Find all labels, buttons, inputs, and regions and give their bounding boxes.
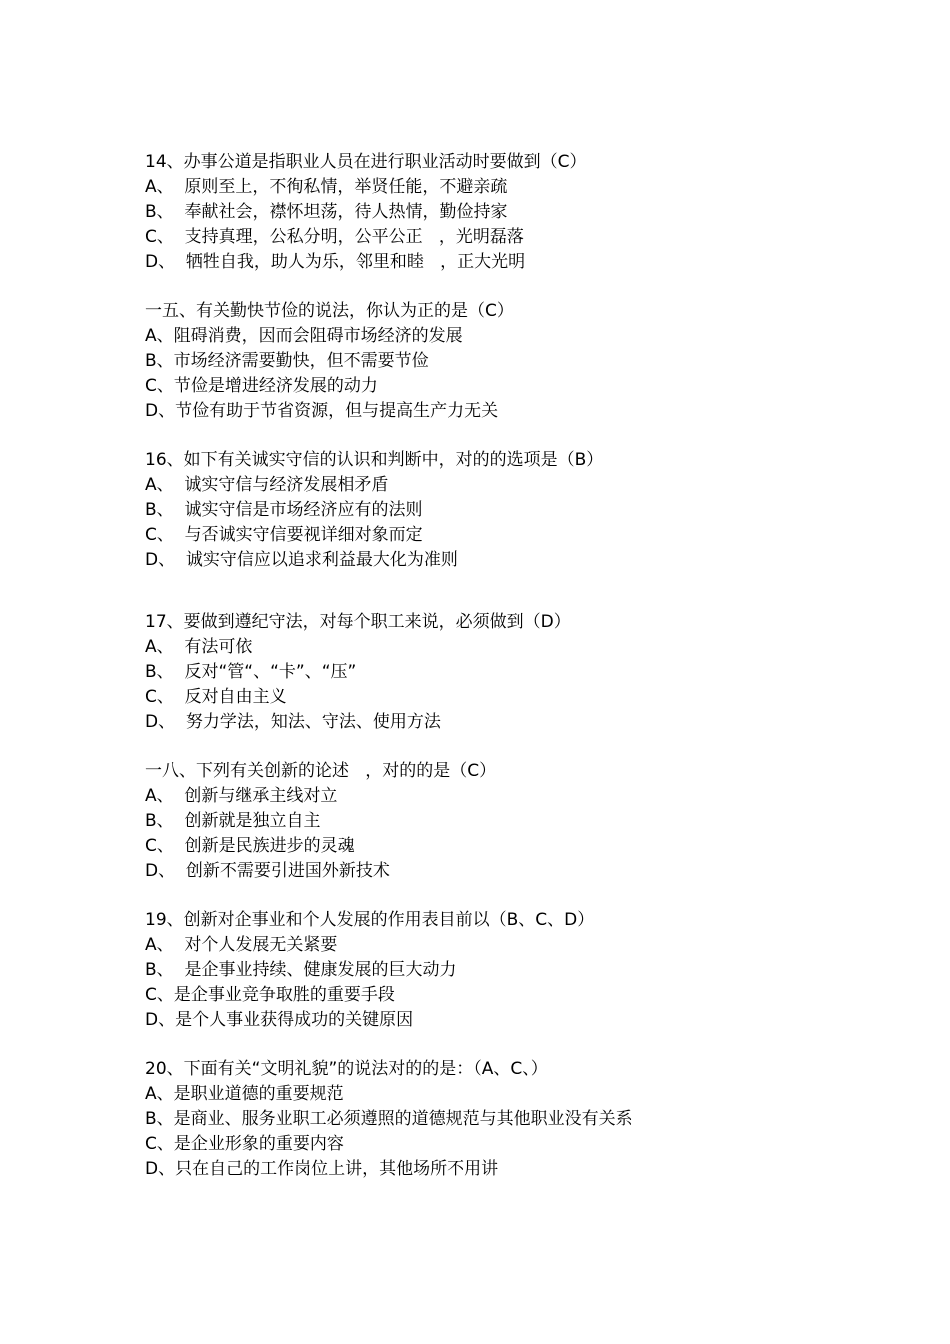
option-c: C、 与否诚实守信要视详细对象而定 [145,525,423,545]
option-d: D、节俭有助于节省资源，但与提高生产力无关 [145,401,499,421]
option-a: A、 有法可依 [145,637,253,657]
question-stem: 17、要做到遵纪守法，对每个职工来说，必须做到（D） [145,612,571,632]
document-body [145,150,905,1182]
question-stem: 14、办事公道是指职业人员在进行职业活动时要做到（C） [145,152,587,172]
question-18 [145,759,905,884]
question-14 [145,150,905,275]
question-20 [145,1057,905,1182]
option-b: B、是商业、服务业职工必须遵照的道德规范与其他职业没有关系 [145,1109,633,1129]
option-c: C、节俭是增进经济发展的动力 [145,376,378,396]
option-d: D、是个人事业获得成功的关键原因 [145,1010,414,1030]
option-c: C、是企业形象的重要内容 [145,1134,344,1154]
option-b: B、 反对“管“、“卡”、“压” [145,662,357,682]
question-stem: 19、创新对企事业和个人发展的作用表目前以（B、C、D） [145,910,595,930]
question-19 [145,908,905,1033]
question-stem: 16、如下有关诚实守信的认识和判断中，对的的选项是（B） [145,450,604,470]
option-a: A、 诚实守信与经济发展相矛盾 [145,475,389,495]
option-d: D、 创新不需要引进国外新技术 [145,861,390,881]
option-c: C、 创新是民族进步的灵魂 [145,836,355,856]
option-c: C、 反对自由主义 [145,687,287,707]
option-d: D、 诚实守信应以追求利益最大化为准则 [145,550,458,570]
question-16 [145,448,905,573]
question-15 [145,299,905,424]
option-a: A、 对个人发展无关紧要 [145,935,338,955]
option-b: B、市场经济需要勤快，但不需要节俭 [145,351,429,371]
question-stem: 20、下面有关“文明礼貌”的说法对的的是：（A、C、） [145,1059,548,1079]
question-stem: 一五、有关勤快节俭的说法，你认为正的是（C） [145,301,514,321]
option-c: C、是企事业竞争取胜的重要手段 [145,985,395,1005]
option-b: B、 诚实守信是市场经济应有的法则 [145,500,423,520]
option-a: A、是职业道德的重要规范 [145,1084,344,1104]
question-17 [145,610,905,735]
option-b: B、 创新就是独立自主 [145,811,321,831]
option-d: D、 努力学法，知法、守法、使用方法 [145,712,441,732]
option-a: A、 原则至上，不徇私情，举贤任能，不避亲疏 [145,177,508,197]
option-a: A、 创新与继承主线对立 [145,786,338,806]
option-d: D、只在自己的工作岗位上讲，其他场所不用讲 [145,1159,499,1179]
option-a: A、阻碍消费，因而会阻碍市场经济的发展 [145,326,463,346]
option-c: C、 支持真理，公私分明，公平公正 ，光明磊落 [145,227,524,247]
option-d: D、 牺牲自我，助人为乐，邻里和睦 ，正大光明 [145,252,526,272]
option-b: B、 奉献社会，襟怀坦荡，待人热情，勤俭持家 [145,202,508,222]
question-stem: 一八、下列有关创新的论述 ，对的的是（C） [145,761,497,781]
option-b: B、 是企事业持续、健康发展的巨大动力 [145,960,457,980]
